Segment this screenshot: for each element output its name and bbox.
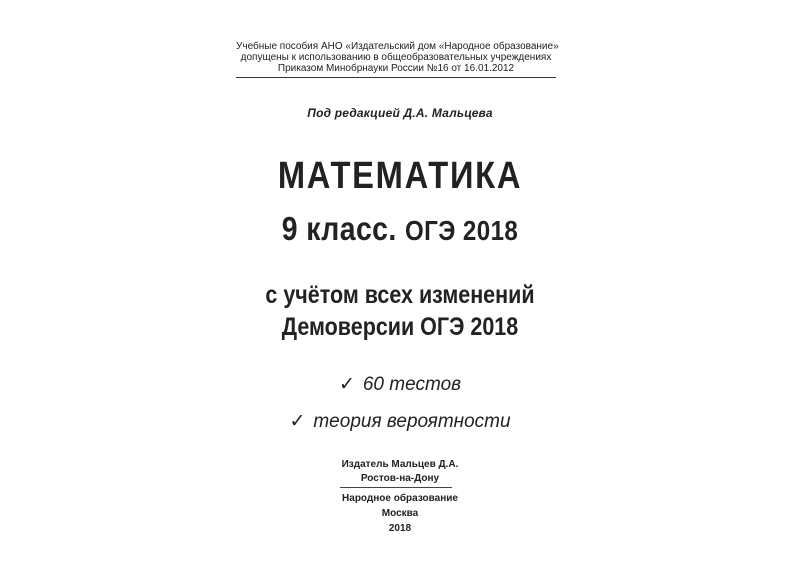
feature-label: теория вероятности <box>313 411 511 432</box>
grade-label: 9 класс. <box>281 210 397 247</box>
publisher-name: Издатель Мальцев Д.А. <box>341 459 459 470</box>
subtitle-line: с учётом всех изменений <box>265 281 535 309</box>
feature-item <box>0 410 800 433</box>
copublisher-city: Москва <box>381 508 419 519</box>
approval-line: допущены к использованию в общеобразовательных учреждениях <box>240 52 552 63</box>
checkmark-icon: ✓ <box>289 411 306 432</box>
feature-item <box>0 373 800 396</box>
exam-label: ОГЭ 2018 <box>405 215 519 246</box>
divider <box>236 77 556 78</box>
approval-line: Учебные пособия АНО «Издательский дом «Народное образование» <box>236 41 559 52</box>
copublisher-name: Народное образование <box>342 493 458 504</box>
feature-label: 60 тестов <box>362 374 462 395</box>
publication-year: 2018 <box>388 523 412 534</box>
approval-line: Приказом Минобрнауки России №16 от 16.01.2012 <box>277 63 515 74</box>
approval-notice <box>236 41 559 74</box>
book-title: МАТЕМАТИКА <box>277 155 523 197</box>
publisher-city: Ростов-на-Дону <box>360 473 440 484</box>
grade-exam-line <box>56 210 744 248</box>
editor-credit: Под редакцией Д.А. Мальцева <box>307 106 493 120</box>
divider <box>340 487 452 488</box>
subtitle-line: Демоверсии ОГЭ 2018 <box>281 313 519 341</box>
checkmark-icon: ✓ <box>338 374 355 395</box>
